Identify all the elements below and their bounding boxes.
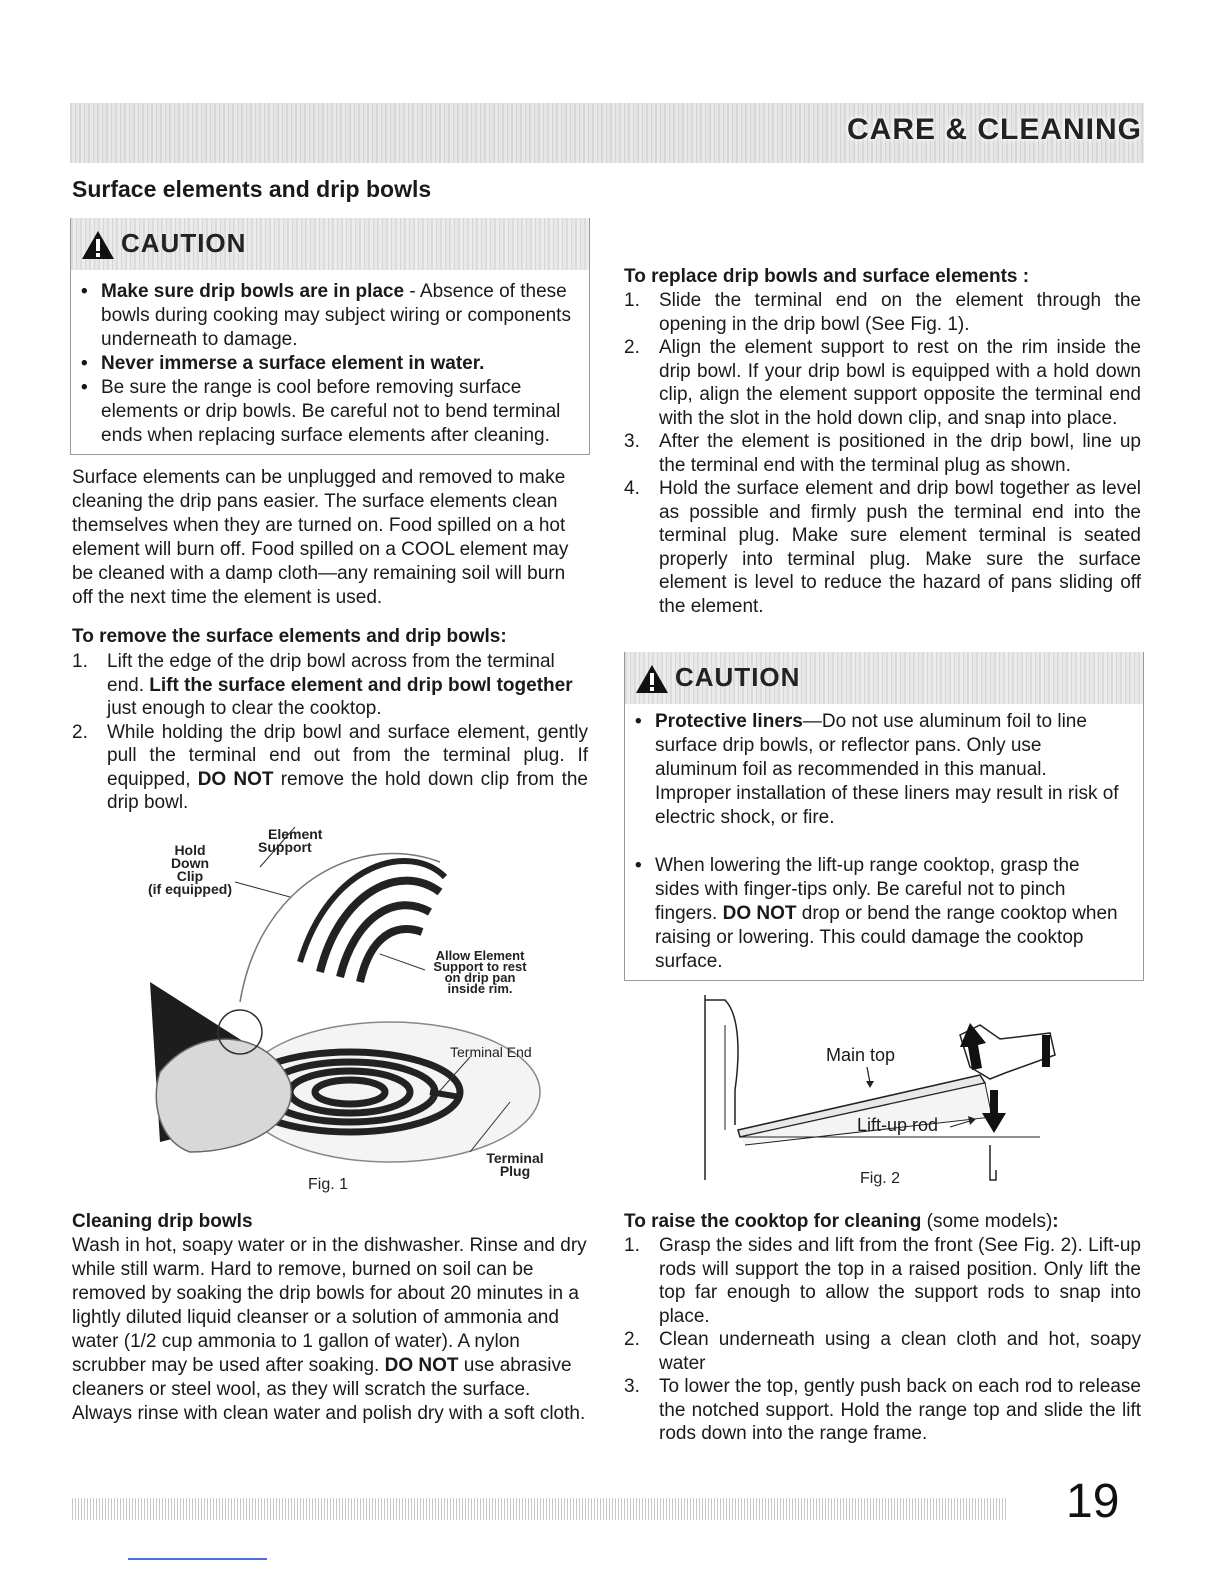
caution-box-2: [624, 652, 1144, 981]
label-hold-down-clip: Hold Down Clip (if equipped): [148, 842, 232, 897]
label-lift-up-rod: Lift-up rod: [857, 1115, 939, 1135]
replace-steps: [624, 289, 1141, 618]
label-terminal-end: Terminal End: [450, 1044, 532, 1060]
remove-steps: [72, 650, 588, 815]
warning-icon: [81, 230, 115, 260]
cleaning-title: Cleaning drip bowls: [72, 1211, 253, 1232]
raise-steps: [624, 1234, 1141, 1446]
warning-icon: [635, 664, 669, 694]
intro-paragraph: Surface elements can be unplugged and removed to make cleaning the drip pans easier. The surface elements clean themselves when they are turned on. Food spilled on a hot element will burn off. Food spilled on a COOL element may be cleaned with a damp cloth—any remaining soil will burn off the next time the element is used.: [72, 467, 569, 608]
label-element-support: Element Support: [258, 826, 323, 855]
list-item: 2. Clean underneath using a clean cloth and hot, soapy water: [624, 1329, 1141, 1374]
list-item: 2. Align the element support to rest on the rim inside the drip bowl. If your drip bowl is equipped with a hold down clip, align the element support opposite the terminal end with the slot in the hold down clip, and snap into place.: [624, 337, 1141, 429]
fig2-caption: Fig. 2: [860, 1170, 901, 1187]
caution-item: • When lowering the lift-up range cooktop, grasp the sides with finger-tips only. Be careful not to pinch fingers. DO NOT drop or bend the range cooktop when raising or lowering. This could damage the cooktop surface.: [625, 854, 1143, 974]
label-main-top: Main top: [826, 1045, 896, 1065]
page-heading: Surface elements and drip bowls: [72, 176, 432, 202]
list-item: 1. Slide the terminal end on the element through the opening in the drip bowl (See Fig. 1).: [624, 290, 1141, 335]
caution-item: • Be sure the range is cool before removing surface elements or drip bowls. Be careful not to bend terminal ends when replacing surface elements after cleaning.: [71, 376, 589, 448]
page-number: 19: [1066, 1475, 1120, 1528]
figure-2: [700, 995, 1060, 1195]
list-item: 4. Hold the surface element and drip bowl together as level as possible and firmly push the terminal end into the terminal plug. Make sure element terminal is seated properly into terminal plug. Make sure the surface element is level to reduce the hazard of pans sliding off the element.: [624, 478, 1141, 617]
replace-title: To replace drip bowls and surface elements :: [624, 266, 1030, 287]
caution-title: CAUTION: [121, 228, 247, 258]
cleaning-paragraph: Wash in hot, soapy water or in the dishwasher. Rinse and dry while still warm. Hard to remove, burned on soil can be removed by soaking the drip bowls for about 20 minutes in a lightly diluted liquid cleanser or a solution of ammonia and water (1/2 cup ammonia to 1 gallon of water). A nylon scrubber may be used after soaking. DO NOT use abrasive cleaners or steel wool, as they will scratch the surface. Always rinse with clean water and polish dry with a soft cloth.: [72, 1235, 587, 1424]
figure-1: [140, 822, 560, 1193]
list-item: 3. To lower the top, gently push back on each rod to release the notched support. Hold the range top and slide the lift rods down into the range frame.: [624, 1376, 1141, 1444]
footer-bar: [72, 1498, 1008, 1520]
caution-header: [71, 218, 589, 270]
label-allow-element: Allow Element Support to rest on drip pan inside rim.: [433, 948, 527, 996]
raise-title: To raise the cooktop for cleaning (some models):: [624, 1211, 1059, 1232]
link-underline: [128, 1558, 267, 1560]
caution-box-1: [70, 218, 590, 455]
lift-up-cooktop-illustration: [700, 995, 1060, 1195]
caution-item: • Never immerse a surface element in water.: [71, 352, 589, 376]
list-item: 1. Grasp the sides and lift from the front (See Fig. 2). Lift-up rods will support the top in a raised position. Only lift the top far enough to allow the support rods to snap into place.: [624, 1235, 1141, 1327]
remove-title: To remove the surface elements and drip bowls:: [72, 626, 507, 647]
fig1-caption: Fig. 1: [308, 1176, 349, 1193]
caution-title: CAUTION: [675, 662, 801, 692]
section-title: CARE & CLEANING: [846, 113, 1142, 146]
list-item: 3. After the element is positioned in the drip bowl, line up the terminal end with the terminal plug as shown.: [624, 431, 1141, 476]
list-item: 2. While holding the drip bowl and surface element, gently pull the terminal end out from the terminal plug. If equipped, DO NOT remove the hold down clip from the drip bowl.: [72, 721, 589, 813]
list-item: 1. Lift the edge of the drip bowl across from the terminal end. Lift the surface element and drip bowl together just enough to clear the cooktop.: [72, 651, 573, 719]
caution-list: [625, 704, 1143, 974]
caution-list: [71, 270, 589, 448]
label-terminal-plug: Terminal Plug: [486, 1150, 544, 1179]
caution-header: [625, 652, 1143, 704]
caution-item: • Make sure drip bowls are in place - Absence of these bowls during cooking may subject wiring or components underneath to damage.: [71, 280, 589, 352]
caution-item: • Protective liners—Do not use aluminum foil to line surface drip bowls, or reflector pans. Only use aluminum foil as recommended in this manual. Improper installation of these liners may result in risk of electric shock, or fire.: [625, 710, 1143, 830]
